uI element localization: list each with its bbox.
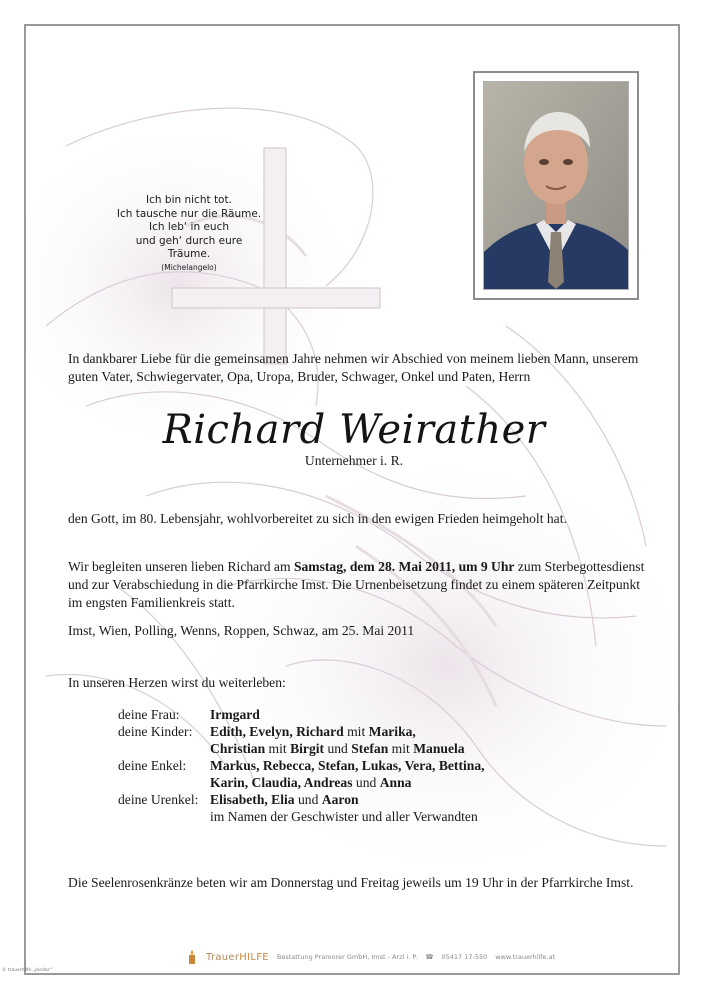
family-row: deine Kinder: Edith, Evelyn, Richard mit Marika, [118,724,416,739]
role-label: deine Urenkel: [118,792,199,807]
quote-line: Ich leb‘ in euch [148,221,230,233]
footer-web[interactable]: www.trauerhilfe.at [495,953,556,961]
copyright: © trauerhilfe „Jondar“ [2,968,52,973]
footer-phone: 05417 17-550 [441,953,488,961]
family-row: im Namen der Geschwister und aller Verwandten [210,809,478,824]
places-date: Imst, Wien, Polling, Wenns, Roppen, Schwaz, am 25. Mai 2011 [68,623,415,638]
phone-icon: ☎ [425,953,434,961]
family-row: Karin, Claudia, Andreas und Anna [210,775,412,790]
role-label: deine Enkel: [118,758,187,773]
candle-icon [186,950,198,964]
quote [114,194,264,273]
rosary-announcement: Die Seelenrosenkränze beten wir am Donnerstag und Freitag jeweils um 19 Uhr in der Pfarrkirche Imst. [68,875,634,890]
role-label: deine Kinder: [118,724,193,739]
footer-brand: TrauerHILFE [206,951,269,963]
role-label: deine Frau: [118,707,180,722]
quote-line: Ich tausche nur die Räume. [116,207,262,220]
quote-credit: (Michelangelo) [161,262,217,272]
quote-line: Ich bin nicht tot. [146,194,232,206]
intro-text: In dankbarer Liebe für die gemeinsamen Jahre nehmen wir Abschied von meinem lieben Mann, unserem guten Vater, Schwiegervater, Opa, Uropa, Bruder, Schwager, Onkel und Paten, Herrn [68,351,639,384]
family-row: deine Enkel: Markus, Rebecca, Stefan, Lukas, Vera, Bettina, [118,758,485,773]
portrait-frame [473,71,639,300]
family-row: Christian mit Birgit und Stefan mit Manuela [210,741,465,756]
footer [186,950,586,964]
family-list [118,706,485,825]
quote-line: und geh‘ durch eure Träume. [135,234,243,260]
service-announcement: Wir begleiten unseren lieben Richard am Samstag, dem 28. Mai 2011, um 9 Uhr zum Sterbegottesdienst und zur Verabschiedung in die Pfarrkirche Imst. Die Urnenbeisetzung findet zu einem späteren Zeitpunkt im engsten Familienkreis statt. [68,559,645,610]
obituary-card [24,24,680,975]
portrait-photo [483,81,629,290]
hearts-line: In unseren Herzen wirst du weiterleben: [68,675,286,690]
deceased-title: Unternehmer i. R. [304,453,404,468]
footer-company: Bestattung Pramorer GmbH, Imst - Arzl i. P. [276,953,418,961]
family-row: deine Frau: Irmgard [118,707,260,722]
family-row: deine Urenkel: Elisabeth, Elia und Aaron [118,792,359,807]
service-date: Samstag, dem 28. Mai 2011, um 9 Uhr [293,559,515,574]
deceased-name: Richard Weirather [162,407,546,453]
death-statement: den Gott, im 80. Lebensjahr, wohlvorbereitet zu sich in den ewigen Frieden heimgeholt hat. [68,511,567,526]
